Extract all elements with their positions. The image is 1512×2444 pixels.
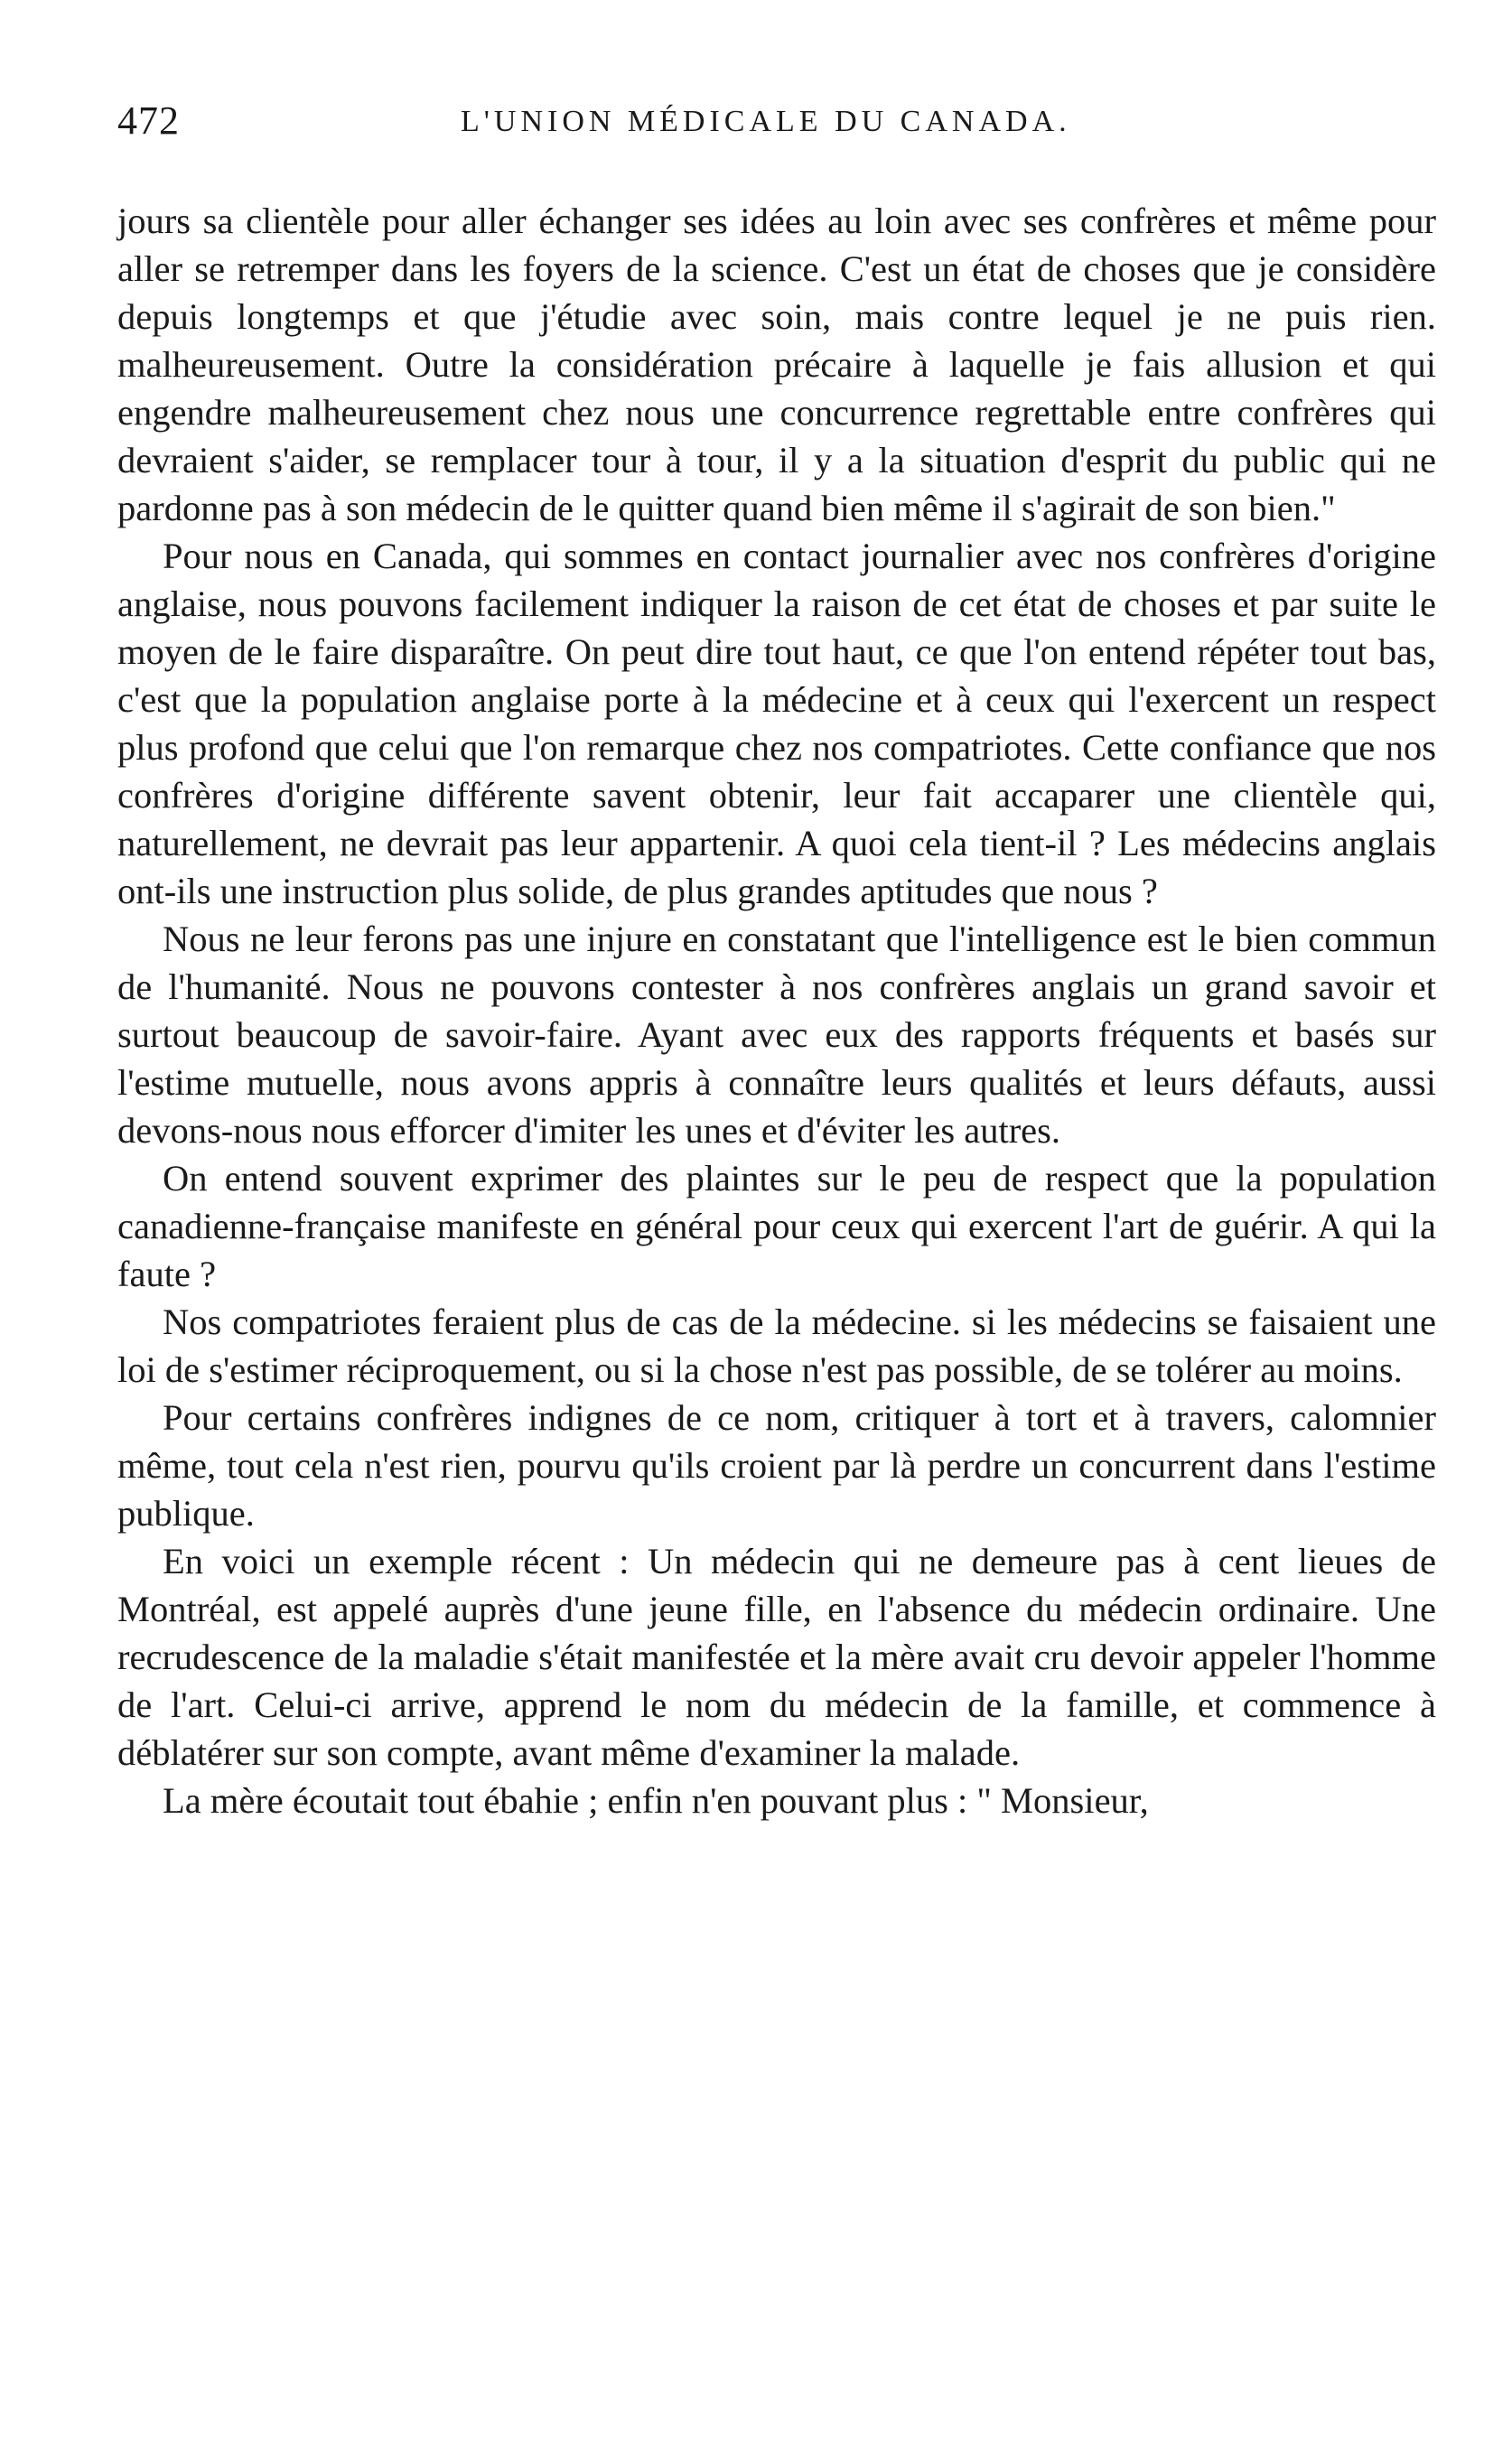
paragraph: Nos compatriotes feraient plus de cas de la médecine. si les médecins se faisaient une loi de s'estimer réciproquement, ou si la chose n'est pas possible, de se tolérer au moins. <box>117 1301 1436 1390</box>
paragraph: Nous ne leur ferons pas une injure en constatant que l'intelligence est le bien commun de l'humanité. Nous ne pouvons contester à nos confrères anglais un grand savoir et surtout beaucoup de savoir-faire. Ayant avec eux des rapports fréquents et basés sur l'estime mutuelle, nous avons appris à connaître leurs qualités et leurs défauts, aussi devons-nous nous efforcer d'imiter les unes et d'éviter les autres. <box>117 919 1436 1151</box>
page-number: 472 <box>117 98 180 143</box>
paragraph: Pour certains confrères indignes de ce nom, critiquer à tort et à travers, calomnier même, tout cela n'est rien, pourvu qu'ils croient par là perdre un concurrent dans l'estime publique. <box>117 1397 1436 1534</box>
paragraph: On entend souvent exprimer des plaintes sur le peu de respect que la population canadienne-française manifeste en général pour ceux qui exercent l'art de guérir. A qui la faute ? <box>117 1158 1436 1294</box>
paragraph: La mère écoutait tout ébahie ; enfin n'en pouvant plus : " Monsieur, <box>163 1780 1149 1821</box>
body-text <box>117 197 1436 1824</box>
page-header <box>117 98 1436 152</box>
running-title: L'UNION MÉDICALE DU CANADA. <box>461 105 1071 138</box>
paragraph: En voici un exemple récent : Un médecin qui ne demeure pas à cent lieues de Montréal, est appelé auprès d'une jeune fille, en l'absence du médecin ordinaire. Une recrudescence de la maladie s'était manifestée et la mère avait cru devoir appeler l'homme de l'art. Celui-ci arrive, apprend le nom du médecin de la famille, et commence à déblatérer sur son compte, avant même d'examiner la malade. <box>117 1541 1436 1773</box>
paragraph: Pour nous en Canada, qui sommes en contact journalier avec nos confrères d'origine anglaise, nous pouvons facilement indiquer la raison de cet état de choses et par suite le moyen de le faire disparaître. On peut dire tout haut, ce que l'on entend répéter tout bas, c'est que la population anglaise porte à la médecine et à ceux qui l'exercent un respect plus profond que celui que l'on remarque chez nos compatriotes. Cette confiance que nos confrères d'origine différente savent obtenir, leur fait accaparer une clientèle qui, naturellement, ne devrait pas leur appartenir. A quoi cela tient-il ? Les médecins anglais ont-ils une instruction plus solide, de plus grandes aptitudes que nous ? <box>117 536 1436 911</box>
paragraph: jours sa clientèle pour aller échanger ses idées au loin avec ses confrères et même pour aller se retremper dans les foyers de la science. C'est un état de choses que je considère depuis longtemps et que j'étudie avec soin, mais contre lequel je ne puis rien. malheureusement. Outre la considération précaire à laquelle je fais allusion et qui engendre malheureusement chez nous une concurrence regrettable entre confrères qui devraient s'aider, se remplacer tour à tour, il y a la situation d'esprit du public qui ne pardonne pas à son médecin de le quitter quand bien même il s'agirait de son bien." <box>117 201 1436 528</box>
